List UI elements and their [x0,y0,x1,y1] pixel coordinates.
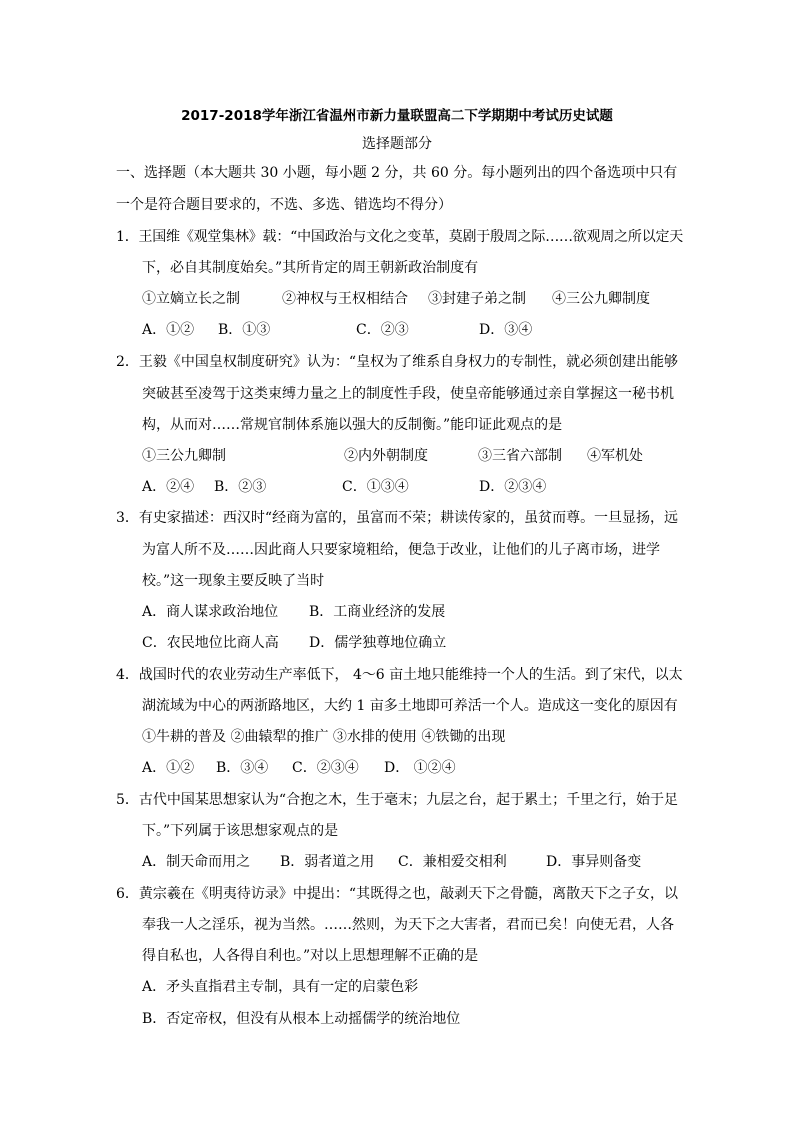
answer-option: C．兼相爱交相利 [398,854,507,870]
statement-item: ③封建子弟之制 [428,291,526,307]
question-text-line: 校。”这一现象主要反映了当时 [142,573,325,589]
question-text-line: 得自私也，人各得自利也。”对以上思想理解不正确的是 [142,948,479,964]
question-text-line: 奉我一人之淫乐，视为当然。……然则，为天下之大害者，君而已矣！向使无君，人各 [142,917,674,933]
question-text-line: 下。”下列属于该思想家观点的是 [142,823,339,839]
answer-option: B．否定帝权，但没有从根本上动摇儒学的统治地位 [142,1011,461,1027]
statement-item: ②内外朝制度 [344,448,428,464]
answer-option: C．②③④ [292,760,359,776]
statement-item: ①三公九卿制 [142,448,226,464]
question-text-line: 下，必自其制度始矣。”其所肯定的周王朝新政治制度有 [142,260,479,276]
answer-option: C．②③ [356,322,409,338]
question-text-line: 3．有史家描述：西汉时“经商为富的，虽富而不荣；耕读传家的，虽贫而尊。一旦显扬，远 [116,510,679,526]
answer-option: D．③④ [479,322,533,338]
answer-option: D．事异则备变 [546,854,642,870]
statement-items-line: ①牛耕的普及 ②曲辕犁的推广 ③水排的使用 ④铁锄的出现 [142,729,506,745]
answer-option: A．商人谋求政治地位 [142,604,279,620]
answer-option: A．②④ [142,479,195,495]
statement-item: ③三省六部制 [478,448,562,464]
section-instruction-line: 一个是符合题目要求的，不选、多选、错选均不得分） [116,197,452,213]
answer-option: C．农民地位比商人高 [142,635,279,651]
answer-option: D．儒学独尊地位确立 [309,635,447,651]
answer-option: B．②③ [214,479,267,495]
answer-option: C．①③④ [342,479,409,495]
statement-item: ②神权与王权相结合 [282,291,408,307]
statement-item: ④三公九卿制度 [552,291,650,307]
answer-option: B．弱者道之用 [280,854,375,870]
question-text-line: 湖流域为中心的两浙路地区，大约 1 亩多土地即可养活一个人。造成这一变化的原因有 [142,698,678,714]
question-text-line: 2．王毅《中国皇权制度研究》认为：“皇权为了维系自身权力的专制性，就必须创建出能够 [116,354,679,370]
question-text-line: 为富人所不及……因此商人只要家境粗给，便急于改业，让他们的儿子离市场，进学 [142,542,660,558]
question-text-line: 6．黄宗羲在《明夷待访录》中提出：“其既得之也，敲剥天下之骨髓，离散天下之子女，以 [116,886,679,902]
question-text-line: 5．古代中国某思想家认为“合抱之木，生于毫末；九层之台，起于累土；千里之行，始于足 [116,792,679,808]
answer-option: D． ①②④ [384,760,456,776]
statement-item: ④军机处 [587,448,643,464]
answer-option: B．工商业经济的发展 [309,604,446,620]
question-text-line: 1．王国维《观堂集林》载：“中国政治与文化之变革，莫剧于殷周之际……欲观周之所以定天 [116,229,684,245]
answer-option: B．③④ [216,760,269,776]
answer-option: A．①② [142,322,195,338]
section-instruction-line: 一、选择题（本大题共 30 小题，每小题 2 分，共 60 分。每小题列出的四个备选项中只有 [116,165,678,181]
answer-option: A．①② [142,760,195,776]
answer-option: A．矛头直指君主专制，具有一定的启蒙色彩 [142,979,419,995]
answer-option: A．制天命而用之 [142,854,251,870]
page-title: 2017-2018学年浙江省温州市新力量联盟高二下学期期中考试历史试题 [181,108,613,124]
question-text-line: 构，从而对……常规官制体系施以强大的反制衡。”能印证此观点的是 [142,417,563,433]
section-subtitle: 选择题部分 [362,136,432,152]
statement-item: ①立嫡立长之制 [142,291,240,307]
question-text-line: 4．战国时代的农业劳动生产率低下， 4～6 亩土地只能维持一个人的生活。到了宋代，以太 [116,667,683,683]
answer-option: B．①③ [218,322,271,338]
question-text-line: 突破甚至凌驾于这类束缚力量之上的制度性手段，使皇帝能够通过亲自掌握这一秘书机 [142,386,674,402]
answer-option: D．②③④ [479,479,547,495]
